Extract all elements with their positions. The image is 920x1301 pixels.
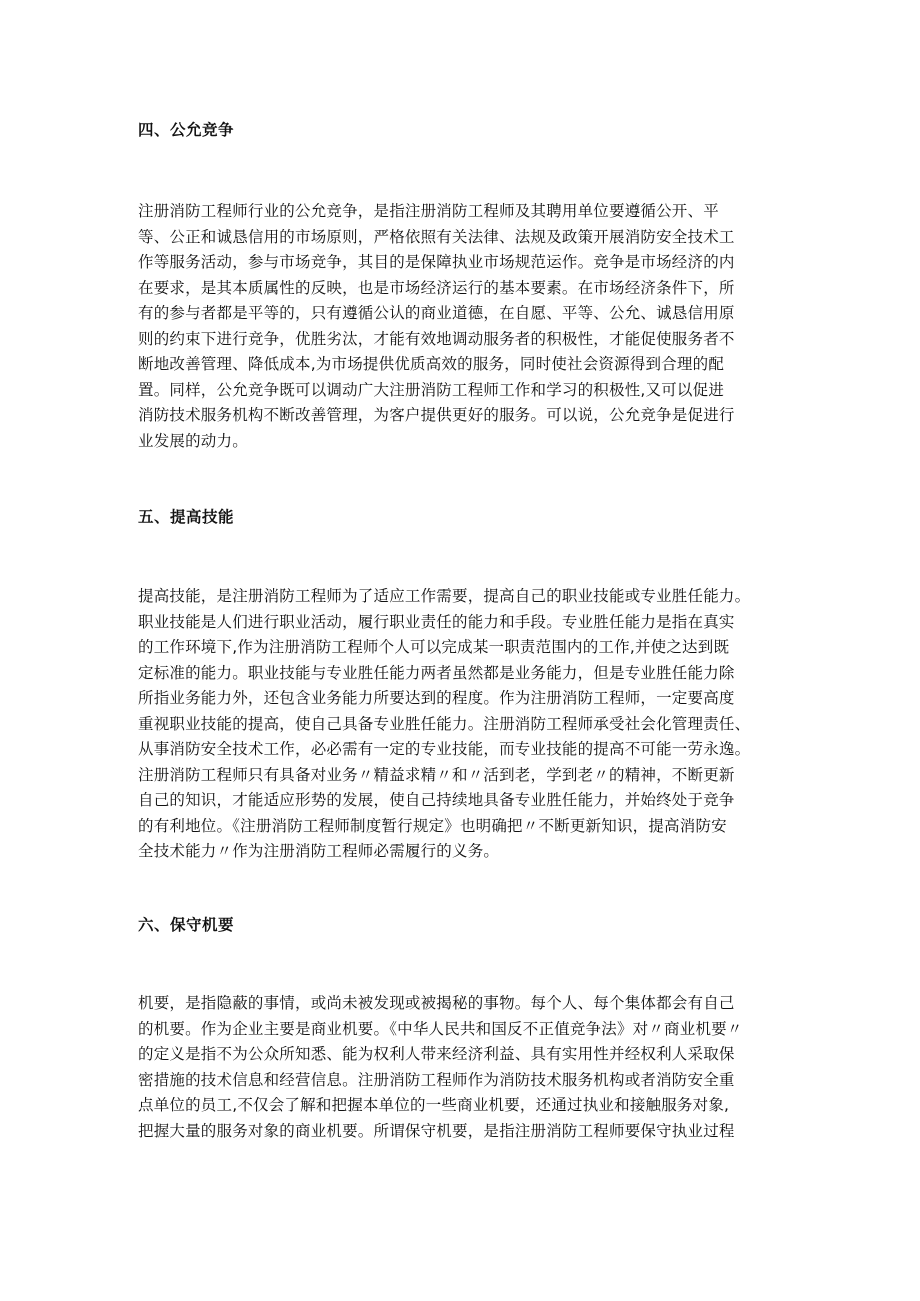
paragraph-line: 作等服务活动，参与市场竞争，其目的是保障执业市场规范运作。竞争是市场经济的内	[138, 253, 735, 271]
section-paragraph-skills	[138, 584, 788, 865]
paragraph-line: 的机要。作为企业主要是商业机要。《中华人民共和国反不正值竞争法》对〃商业机要〃	[138, 1019, 743, 1038]
paragraph-line: 职业技能是人们进行职业活动，履行职业责任的能力和手段。专业胜任能力是指在真实	[138, 612, 735, 631]
paragraph-line: 的工作环境下,作为注册消防工程师个人可以完成某一职责范围内的工作,并使之达到既	[138, 638, 730, 656]
paragraph-line: 的定义是指不为公众所知悉、能为权利人带来经济利益、具有实用性并经权利人采取保	[138, 1045, 735, 1063]
paragraph-line: 自己的知识，才能适应形势的发展，使自己持续地具备专业胜任能力，并始终处于竞争	[138, 791, 735, 809]
paragraph-line: 机要，是指隐蔽的事情，或尚未被发现或被揭秘的事物。每个人、每个集体都会有自己	[138, 994, 735, 1012]
paragraph-line: 消防技术服务机构不断改善管理，为客户提供更好的服务。可以说，公允竞争是促进行	[138, 406, 735, 424]
paragraph-line: 置。同样，公允竞争既可以调动广大注册消防工程师工作和学习的积极性,又可以促进	[138, 380, 725, 399]
section-paragraph-fairness	[138, 199, 788, 454]
paragraph-line: 则的约束下进行竞争，优胜劣汰，才能有效地调动服务者的积极性，才能促使服务者不	[138, 329, 735, 348]
paragraph-line: 断地改善管理、降低成本,为市场提供优质高效的服务，同时使社会资源得到合理的配	[138, 355, 725, 373]
section-paragraph-confidentiality	[138, 991, 788, 1144]
paragraph-line: 注册消防工程师行业的公允竞争，是指注册消防工程师及其聘用单位要遵循公开、平	[138, 202, 719, 220]
paragraph-line: 从事消防安全技术工作，必必需有一定的专业技能，而专业技能的提高不可能一劳永逸。	[138, 740, 751, 758]
section-heading-fairness: 四、公允竞争	[138, 121, 235, 139]
paragraph-line: 有的参与者都是平等的，只有遵循公认的商业道德，在自愿、平等、公允、诚恳信用原	[138, 304, 735, 322]
paragraph-line: 定标准的能力。职业技能与专业胜任能力两者虽然都是业务能力，但是专业胜任能力除	[138, 663, 735, 682]
paragraph-line: 等、公正和诚恳信用的市场原则，严格依照有关法律、法规及政策开展消防安全技术工	[138, 227, 735, 246]
paragraph-line: 所指业务能力外，还包含业务能力所要达到的程度。作为注册消防工程师，一定要高度	[138, 689, 735, 707]
section-heading-confidentiality: 六、保守机要	[138, 916, 235, 934]
paragraph-line: 在要求，是其本质属性的反映，也是市场经济运行的基本要素。在市场经济条件下，所	[138, 278, 735, 297]
paragraph-line: 的有利地位。《注册消防工程师制度暂行规定》也明确把〃不断更新知识，提高消防安	[138, 816, 727, 835]
section-heading-skills: 五、提高技能	[138, 508, 235, 526]
paragraph-line: 把握大量的服务对象的商业机要。所谓保守机要，是指注册消防工程师要保守执业过程	[138, 1121, 735, 1140]
paragraph-line: 业发展的动力。	[138, 431, 248, 450]
paragraph-line: 密措施的技术信息和经营信息。注册消防工程师作为消防技术服务机构或者消防安全重	[138, 1070, 735, 1089]
paragraph-line: 全技术能力〃作为注册消防工程师必需履行的义务。	[138, 842, 500, 860]
paragraph-line: 重视职业技能的提高，使自己具备专业胜任能力。注册消防工程师承受社会化管理责任、	[138, 714, 751, 733]
paragraph-line: 提高技能，是注册消防工程师为了适应工作需要，提高自己的职业技能或专业胜任能力。	[138, 587, 751, 605]
paragraph-line: 点单位的员工,不仅会了解和把握本单位的一些商业机要，还通过执业和接触服务对象,	[138, 1096, 730, 1114]
paragraph-line: 注册消防工程师只有具备对业务〃精益求精〃和〃活到老，学到老〃的精神，不断更新	[138, 765, 735, 784]
